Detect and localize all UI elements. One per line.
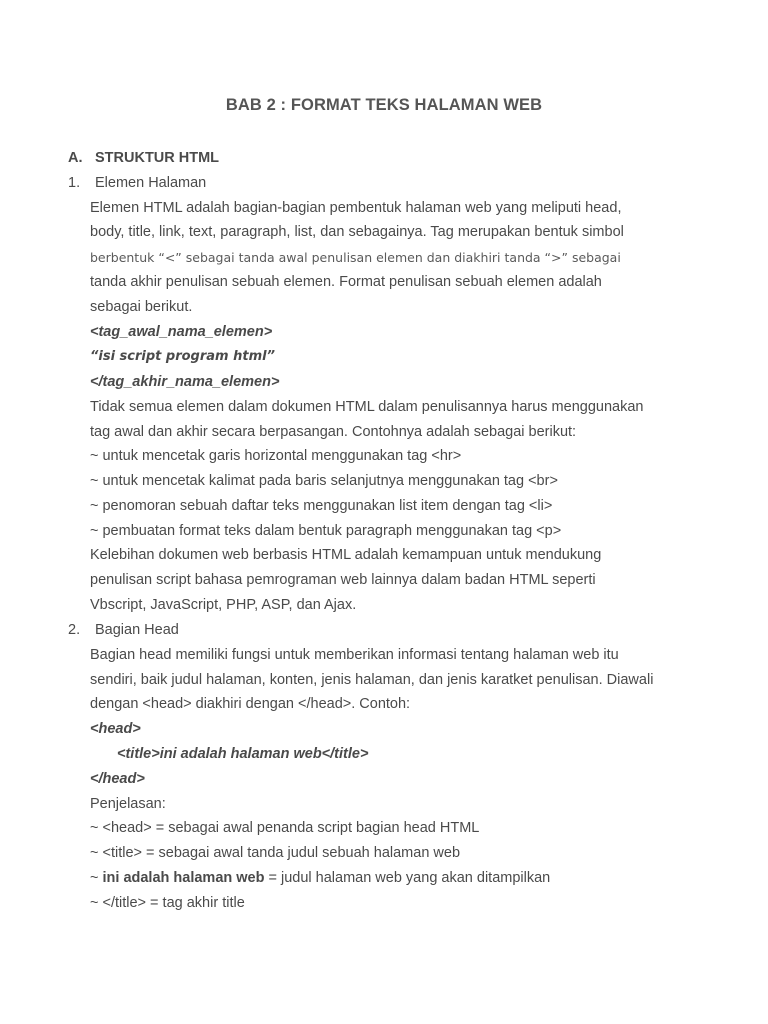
page-title: BAB 2 : FORMAT TEKS HALAMAN WEB [225,96,543,114]
bullet-item: ~ untuk mencetak garis horizontal menggunakan tag <hr> [90,448,462,464]
explanation-label: Penjelasan: [90,796,166,812]
paragraph-line: dengan <head> diakhiri dengan </head>. Contoh: [90,696,411,712]
paragraph-line: tanda akhir penulisan sebuah elemen. Format penulisan sebuah elemen adalah [90,274,602,290]
code-line: <tag_awal_nama_elemen> [90,324,273,340]
paragraph-line: sebagai berikut. [90,299,193,315]
item1-title: Elemen Halaman [95,175,207,191]
item2-marker: 2. [68,622,81,638]
paragraph-line: berbentuk “<” sebagai tanda awal penulisan elemen dan diakhiri tanda “>” sebagai [90,250,621,265]
section-a-marker: A. [68,150,83,166]
paragraph-line: tag awal dan akhir secara berpasangan. Contohnya adalah sebagai berikut: [90,424,577,440]
bullet-item: ~ <head> = sebagai awal penanda script bagian head HTML [90,820,480,836]
bullet-bold-text: ini adalah halaman web [102,870,265,886]
item1-heading [68,173,206,193]
code-line: </tag_akhir_nama_elemen> [90,374,280,390]
paragraph-line: sendiri, baik judul halaman, konten, jenis halaman, dan jenis karatket penulisan. Diawali [90,672,654,688]
item1-marker: 1. [68,175,81,191]
bullet-prefix: ~ [90,870,103,886]
code-line: “isi script program html” [90,349,275,364]
section-a-title: STRUKTUR HTML [95,150,220,166]
paragraph-line: body, title, link, text, paragraph, list, dan sebagainya. Tag merupakan bentuk simbol [90,224,624,240]
bullet-item: ~ untuk mencetak kalimat pada baris selanjutnya menggunakan tag <br> [90,473,558,489]
paragraph-line: Tidak semua elemen dalam dokumen HTML dalam penulisannya harus menggunakan [90,399,644,415]
bullet-item [90,868,550,888]
paragraph-line: Elemen HTML adalah bagian-bagian pembentuk halaman web yang meliputi head, [90,200,622,216]
bullet-item: ~ </title> = tag akhir title [90,895,245,911]
code-line: <title>ini adalah halaman web</title> [117,746,369,762]
bullet-rest-text: = judul halaman web yang akan ditampilkan [264,870,551,886]
item2-heading [68,620,179,640]
paragraph-line: Kelebihan dokumen web berbasis HTML adalah kemampuan untuk mendukung [90,547,602,563]
paragraph-line: Bagian head memiliki fungsi untuk memberikan informasi tentang halaman web itu [90,647,619,663]
code-line: <head> [90,721,141,737]
item2-title: Bagian Head [95,622,179,638]
bullet-item: ~ <title> = sebagai awal tanda judul sebuah halaman web [90,845,461,861]
paragraph-line: penulisan script bahasa pemrograman web lainnya dalam badan HTML seperti [90,572,596,588]
code-line: </head> [90,771,145,787]
bullet-item: ~ penomoran sebuah daftar teks menggunakan list item dengan tag <li> [90,498,553,514]
section-a-heading [68,148,219,168]
bullet-item: ~ pembuatan format teks dalam bentuk paragraph menggunakan tag <p> [90,523,562,539]
paragraph-line: Vbscript, JavaScript, PHP, ASP, dan Ajax. [90,597,357,613]
